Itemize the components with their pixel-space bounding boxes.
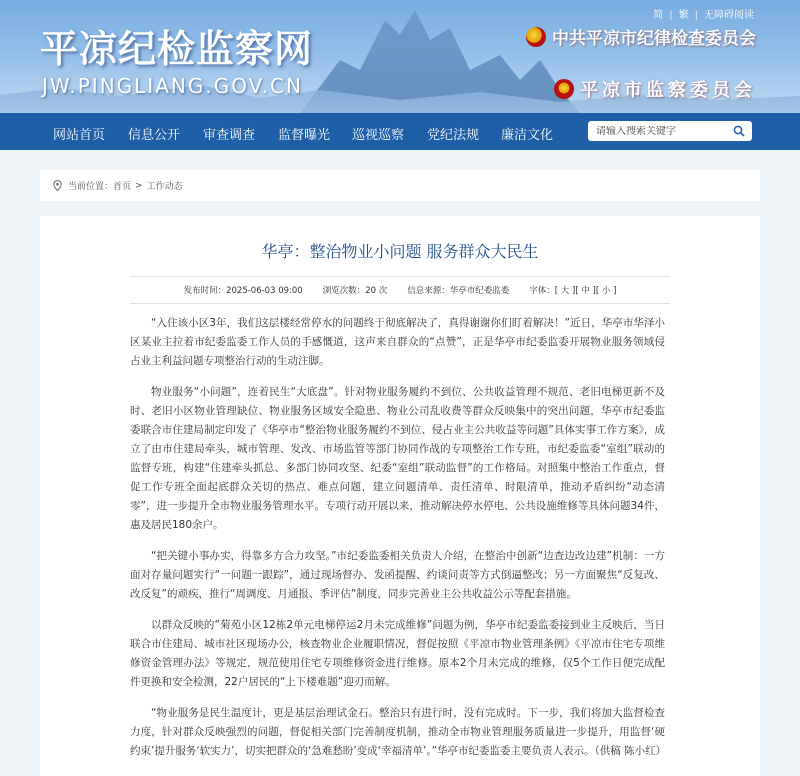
search-box — [588, 121, 752, 141]
publish-time: 发布时间：2025-06-03 09:00 — [183, 286, 303, 296]
font-size-label: 字体： — [529, 286, 555, 296]
simplified-link[interactable]: 简 — [653, 10, 664, 21]
divider: | — [669, 10, 673, 21]
search-button[interactable] — [728, 121, 750, 141]
article-paragraph: “把关键小事办实，得靠多方合力攻坚。”市纪委监委相关负责人介绍，在整治中创新“边查边改边建”机制：一方面对存量问题实行“一问题一跟踪”，通过现场督办、发函提醒、约谈问责等方式倒逼整改；另一方面聚焦“反复改、改反复”的顽疾，推行“周调度、月通报、季评估”制度，同步完善业主公共收益公示等配套措施。 — [130, 550, 665, 600]
breadcrumb-work-news[interactable]: 工作动态 — [146, 182, 183, 192]
accessibility-link[interactable]: 无障碍阅读 — [704, 10, 754, 21]
breadcrumb-home[interactable]: 首页 — [113, 182, 132, 192]
article-paragraph: “入住该小区3年，我们这层楼经常停水的问题终于彻底解决了，真得谢谢你们盯着解决！”近日，华亭市华泽小区某业主拉着市纪委监委工作人员的手感慨道，这声来自群众的“点赞”，正是华亭市纪委监委开展物业服务领域侵占业主利益问题专项整治行动的生动注脚。 — [130, 317, 665, 367]
font-size-medium-button[interactable]: [ 中 ] — [575, 286, 596, 296]
org-name-commission — [526, 24, 756, 49]
view-count: 浏览次数：20 次 — [322, 286, 388, 296]
nav-item-review[interactable]: 审查调查 — [203, 128, 256, 143]
org-name-commission-text: 中共平凉市纪律检查委员会 — [552, 29, 756, 49]
breadcrumb-separator: > — [135, 180, 143, 191]
national-emblem-icon — [554, 79, 574, 99]
nav-item-inspection[interactable]: 巡视巡察 — [352, 128, 405, 143]
org-name-supervision — [554, 76, 756, 102]
article-paragraph: 以群众反映的“菊苑小区12栋2单元电梯停运2月未完成维修”问题为例，华亭市纪委监委接到业主反映后，当日联合市住建局、城市社区现场办公，核查物业企业履职情况，督促按照《平凉市物业管理条例》《平凉市住宅专项维修资金管理办法》等规定，规范使用住宅专项维修资金进行维修。原本2个月未完成的维修，仅5个工作日便完成配件更换和安全检测，22户居民的“上下楼难题”迎刃而解。 — [130, 619, 665, 688]
nav-item-culture[interactable]: 廉洁文化 — [501, 128, 554, 143]
traditional-link[interactable]: 繁 — [678, 10, 689, 21]
nav-item-info[interactable]: 信息公开 — [128, 128, 181, 143]
nav-item-regulations[interactable]: 党纪法规 — [427, 128, 480, 143]
font-size-small-button[interactable]: [ 小 ] — [595, 286, 617, 296]
search-icon — [733, 125, 745, 137]
main-nav — [0, 113, 800, 150]
article-meta — [40, 284, 760, 296]
top-links — [653, 6, 754, 21]
article-paragraph: “物业服务是民生温度计，更是基层治理试金石。整治只有进行时，没有完成时。下一步，我们将加大监督检查力度，针对群众反映强烈的问题，督促相关部门完善制度机制，推动全市物业管理服务质量进一步提升，用监督‘硬约束’提升服务‘软实力’，切实把群众的‘急难愁盼’变成‘幸福清单’。”华亭市纪委监委主要负责人表示。（供稿 陈小红） — [130, 707, 667, 757]
font-size-controls — [529, 284, 616, 296]
breadcrumb — [40, 170, 760, 201]
party-emblem-icon — [526, 27, 546, 47]
info-source: 信息来源：华亭市纪委监委 — [407, 286, 510, 296]
site-title: 平凉纪检监察网 — [40, 26, 314, 71]
org-name-supervision-text: 平凉市监察委员会 — [580, 80, 756, 101]
location-pin-icon — [53, 180, 62, 191]
font-size-large-button[interactable]: [ 大 ] — [554, 286, 576, 296]
breadcrumb-label: 当前位置： — [68, 182, 114, 192]
nav-item-home[interactable]: 网站首页 — [53, 128, 106, 143]
article-body — [40, 304, 760, 761]
article-panel — [40, 216, 760, 776]
site-url: JW.PINGLIANG.GOV.CN — [42, 74, 303, 98]
divider: | — [694, 10, 698, 21]
nav-item-exposure[interactable]: 监督曝光 — [278, 128, 331, 143]
title-divider — [130, 276, 670, 277]
search-input[interactable] — [588, 126, 728, 137]
article-paragraph: 物业服务“小问题”，连着民生“大底盘”。针对物业服务履约不到位、公共收益管理不规范、老旧电梯更新不及时、老旧小区物业管理缺位、物业服务区域安全隐患、物业公司乱收费等群众反映集中的突出问题，华亭市纪委监委联合市住建局制定印发了《华亭市“整治物业服务履约不到位、侵占业主公共收益等问题”具体实事工作方案》，成立了由市住建局牵头，城市管理、发改、市场监管等部门协同作战的专项整治工作专班，市纪委监委“室组”联动的监督专班，构建“住建牵头抓总、多部门协同攻坚、纪委“室组”联动监督”的工作格局。对照集中整治工作重点，督促工作专班全面起底群众关切的热点、难点问题，建立问题清单、责任清单、时限清单，推动矛盾纠纷“动态清零”，进一步提升全市物业服务管理水平。专项行动开展以来，推动解决停水停电、公共设施维修等具体问题34件，惠及居民180余户。 — [130, 386, 665, 531]
article-title: 华亭：整治物业小问题 服务群众大民生 — [261, 242, 539, 261]
site-header — [0, 0, 800, 113]
